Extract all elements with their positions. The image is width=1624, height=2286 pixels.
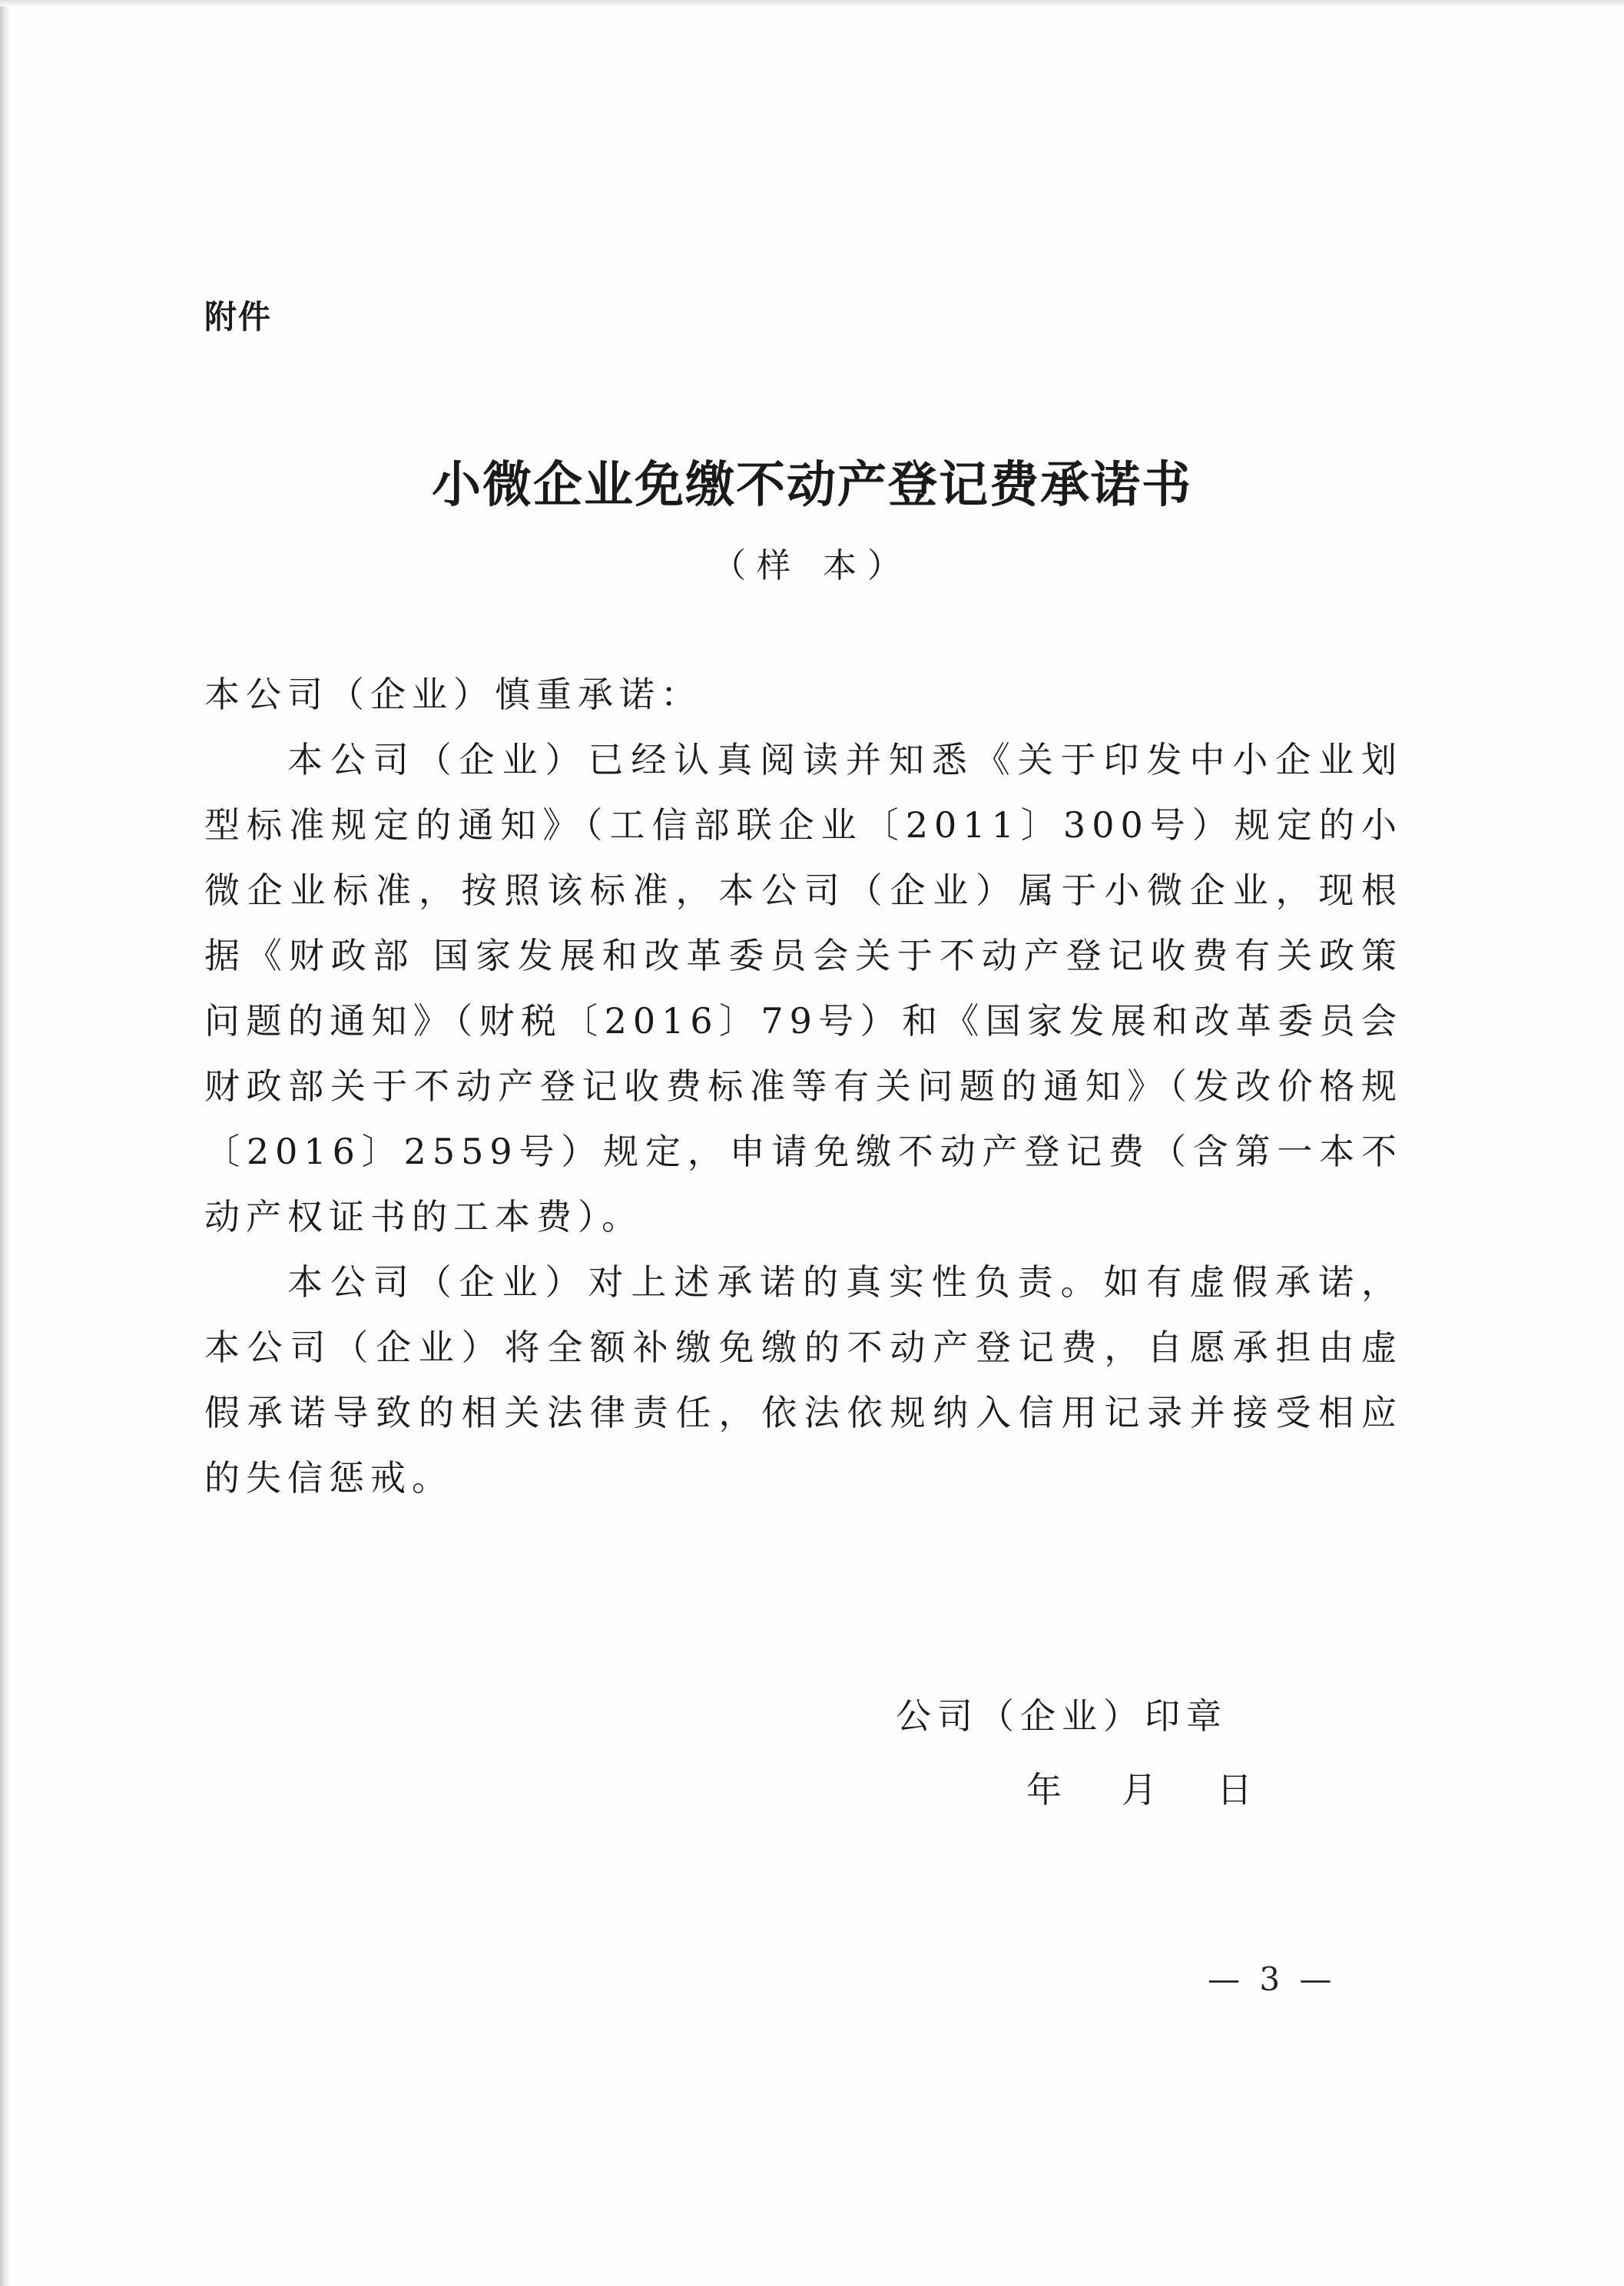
- document-body: [204, 662, 1403, 1511]
- date-line: [1026, 1762, 1252, 1813]
- page-number: — 3 —: [1208, 1960, 1337, 1998]
- document-title: 小微企业免缴不动产登记费承诺书: [432, 456, 1192, 514]
- document-subtitle: （样 本）: [712, 546, 912, 585]
- salutation: 本公司（企业）慎重承诺：: [204, 674, 702, 715]
- scan-edge-top: [0, 0, 1624, 6]
- date-month: 月: [1122, 1769, 1157, 1811]
- attachment-label: 附件: [204, 298, 273, 336]
- paragraph-1: 本公司（企业）已经认真阅读并知悉《关于印发中小企业划型标准规定的通知》（工信部联企业〔2011〕300号）规定的小微企业标准，按照该标准，本公司（企业）属于小微企业，现根据《财政部 国家发展和改革委员会关于不动产登记收费有关政策问题的通知》（财税〔2016〕79号）和《国家发展和改革委员会 财政部关于不动产登记收费标准等有关问题的通知》（发改价格规〔2016〕2559号）规定，申请免缴不动产登记费（含第一本不动产权证书的工本费）。: [204, 739, 1403, 1237]
- seal-label: 公司（企业）印章: [896, 1695, 1228, 1737]
- date-day: 日: [1217, 1769, 1252, 1811]
- paragraph-2: 本公司（企业）对上述承诺的真实性负责。如有虚假承诺，本公司（企业）将全额补缴免缴的不动产登记费，自愿承担由虚假承诺导致的相关法律责任，依法依规纳入信用记录并接受相应的失信惩戒。: [204, 1261, 1403, 1499]
- scan-edge-left: [0, 0, 11, 2286]
- date-year: 年: [1026, 1769, 1062, 1811]
